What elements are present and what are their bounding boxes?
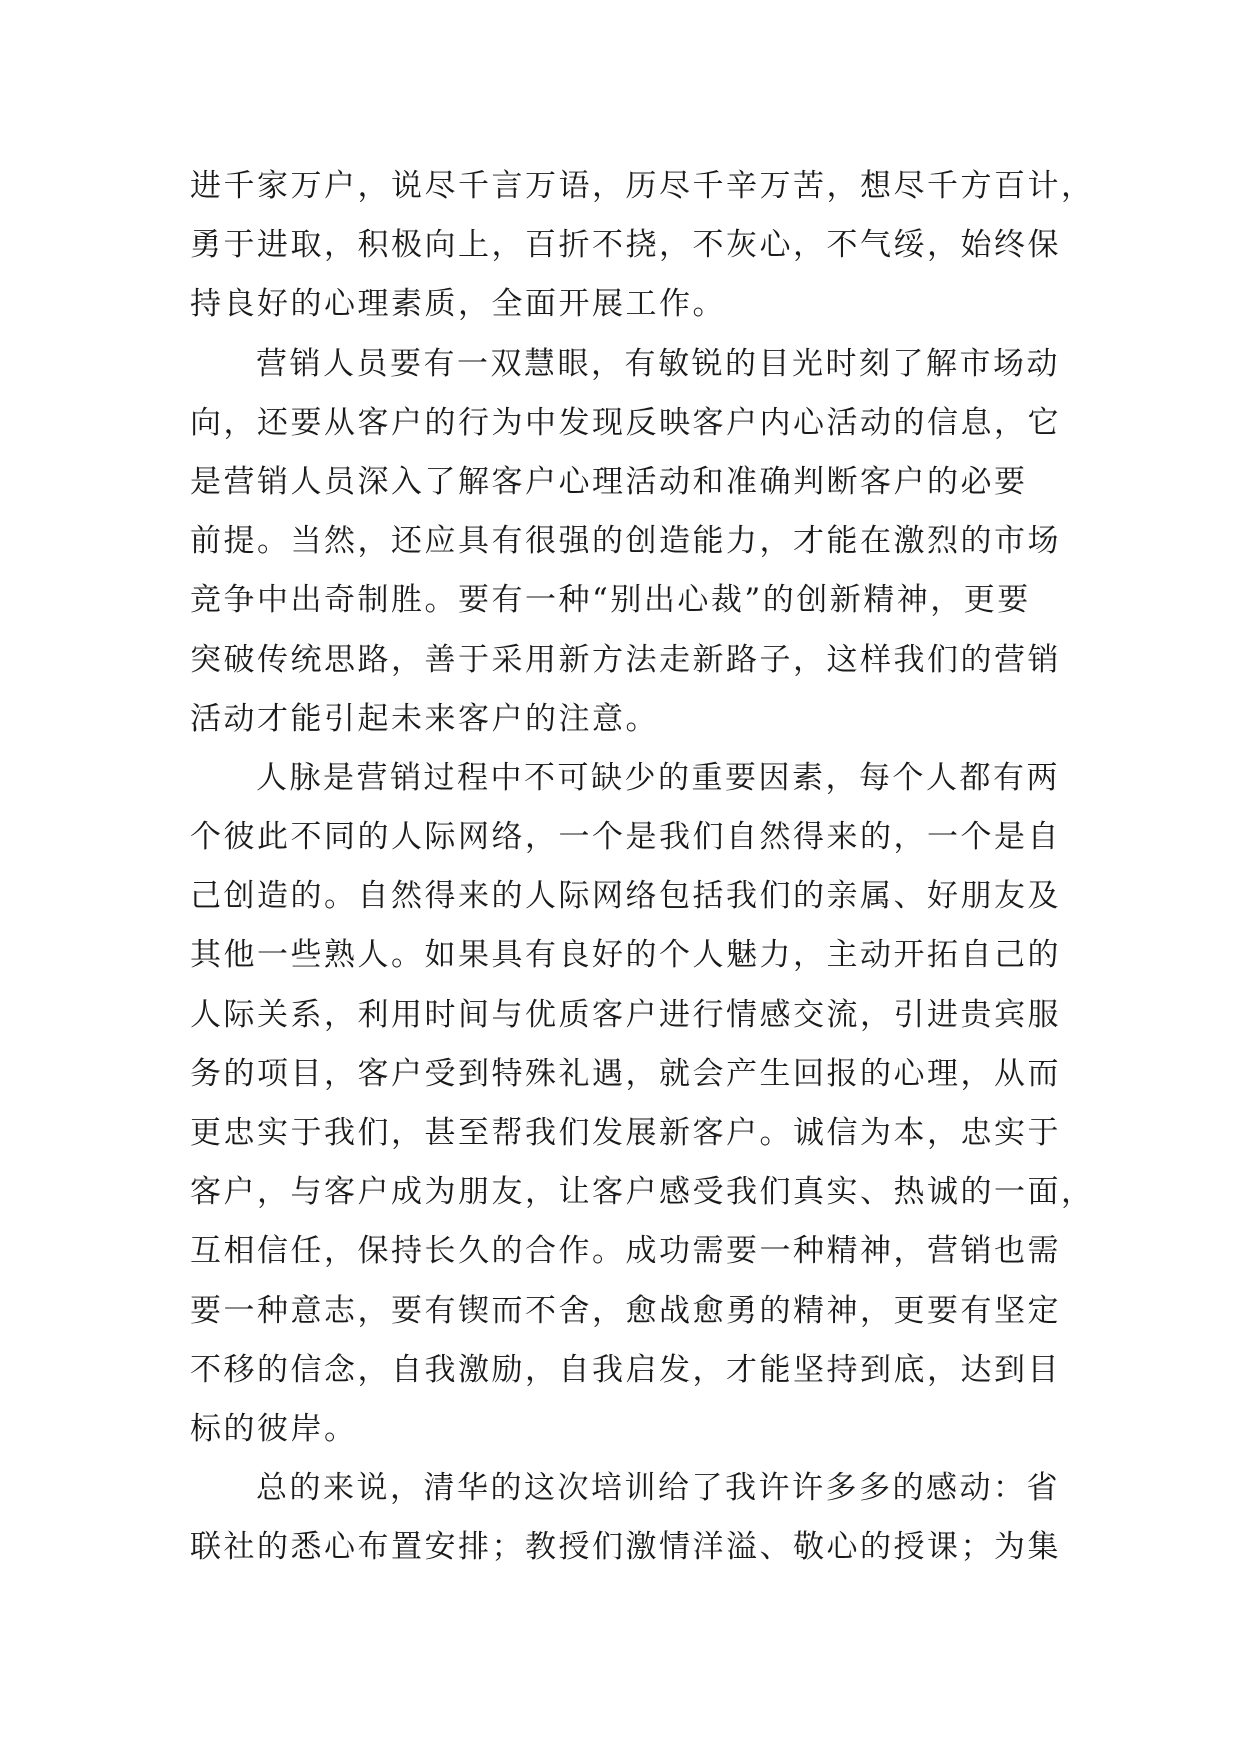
paragraph-4 bbox=[190, 1459, 1060, 1577]
text-line: 联社的悉心布置安排；教授们激情洋溢、敬心的授课；为集 bbox=[190, 1529, 1061, 1566]
text-line: 个彼此不同的人际网络，一个是我们自然得来的，一个是自 bbox=[190, 819, 1061, 856]
text-line: 要一种意志，要有锲而不舍，愈战愈勇的精神，更要有坚定 bbox=[190, 1292, 1061, 1329]
text-line: 更忠实于我们，甚至帮我们发展新客户。诚信为本，忠实于 bbox=[190, 1115, 1061, 1151]
text-line: 不移的信念，自我激励，自我启发，才能坚持到底，达到目 bbox=[190, 1351, 1061, 1388]
text-line: 活动才能引起未来客户的注意。 bbox=[190, 700, 659, 737]
text-line: 标的彼岸。 bbox=[190, 1410, 358, 1447]
text-line: 总的来说，清华的这次培训给了我许许多多的感动：省 bbox=[256, 1470, 1060, 1507]
text-line: 人脉是营销过程中不可缺少的重要因素，每个人都有两 bbox=[256, 759, 1060, 796]
document-body bbox=[190, 157, 1095, 1578]
text-line: 竞争中出奇制胜。要有一种“别出心裁”的创新精神，更要 bbox=[190, 582, 1031, 619]
text-line: 是营销人员深入了解客户心理活动和准确判断客户的必要 bbox=[190, 463, 1028, 500]
text-line: 进千家万户，说尽千言万语，历尽千辛万苦，想尽千方百计， bbox=[190, 168, 1095, 204]
paragraph-2 bbox=[190, 335, 1060, 749]
text-line: 勇于进取，积极向上，百折不挠，不灰心，不气绥，始终保 bbox=[190, 227, 1061, 264]
text-line: 客户，与客户成为朋友，让客户感受我们真实、热诚的一面， bbox=[190, 1174, 1095, 1211]
text-line: 前提。当然，还应具有很强的创造能力，才能在激烈的市场 bbox=[190, 523, 1061, 560]
text-line: 突破传统思路，善于采用新方法走新路子，这样我们的营销 bbox=[190, 641, 1061, 678]
paragraph-1 bbox=[190, 157, 1095, 335]
paragraph-3 bbox=[190, 749, 1095, 1459]
text-line: 持良好的心理素质，全面开展工作。 bbox=[190, 286, 726, 323]
text-line: 向，还要从客户的行为中发现反映客户内心活动的信息，它 bbox=[190, 404, 1061, 441]
text-line: 其他一些熟人。如果具有良好的个人魅力，主动开拓自己的 bbox=[190, 937, 1061, 974]
text-line: 己创造的。自然得来的人际网络包括我们的亲属、好朋友及 bbox=[190, 878, 1061, 915]
text-line: 务的项目，客户受到特殊礼遇，就会产生回报的心理，从而 bbox=[190, 1055, 1061, 1092]
text-line: 互相信任，保持长久的合作。成功需要一种精神，营销也需 bbox=[190, 1233, 1061, 1270]
text-line: 营销人员要有一双慧眼，有敏锐的目光时刻了解市场动 bbox=[256, 345, 1060, 382]
text-line: 人际关系，利用时间与优质客户进行情感交流，引进贵宾服 bbox=[190, 996, 1061, 1033]
